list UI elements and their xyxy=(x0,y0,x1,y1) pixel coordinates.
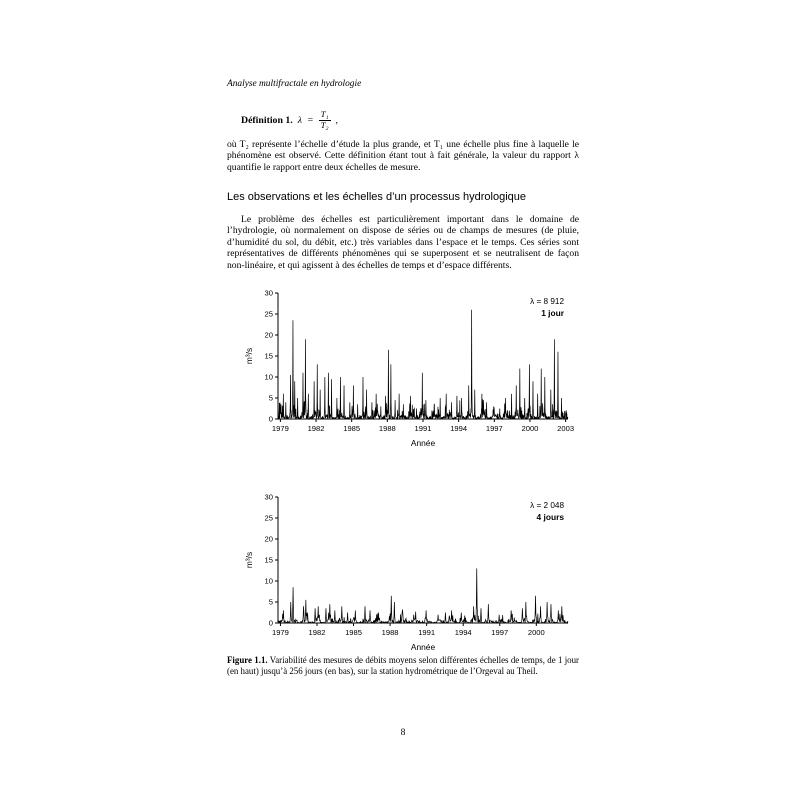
y-tick-label: 20 xyxy=(264,330,273,340)
y-tick-label: 25 xyxy=(264,309,273,319)
y-tick-label: 5 xyxy=(268,393,273,403)
x-tick-label: 1994 xyxy=(450,424,468,433)
y-axis-label: m³/s xyxy=(244,551,254,569)
fraction xyxy=(319,110,331,130)
comma: , xyxy=(335,114,338,126)
y-tick-label: 20 xyxy=(264,534,273,544)
x-tick-label: 1988 xyxy=(378,424,396,433)
x-tick-label: 1991 xyxy=(418,628,436,637)
paragraph-scales-discussion: Le problème des échelles est particulièrement important dans le domaine de l’hydrologie, où normalement on dispose de séries ou de champs de mesures (de pluie, d’humidité du sol, du débit, etc.) très variables dans l’espace et le temps. Ces séries sont représentatives de différents phénomènes qui se superposent et se neutralisent de façon non-linéaire, et qui agissent à des échelles de temps et d’espace différents. xyxy=(227,214,579,271)
fraction-numerator: T₁ xyxy=(320,109,329,119)
x-tick-label: 1982 xyxy=(307,424,325,433)
chart-annotation-scale: 1 jour xyxy=(541,308,564,318)
x-tick-label: 1979 xyxy=(271,424,289,433)
x-tick-label: 1985 xyxy=(343,424,361,433)
figure-caption-text: Variabilité des mesures de débits moyens selon différentes échelles de temps, de 1 jour (en haut) jusqu’à 256 jours (en bas), sur la station hydrométrique de l’Orgeval au Theil. xyxy=(227,655,580,676)
series-path xyxy=(278,568,568,623)
fraction-denominator: T₂ xyxy=(320,119,329,130)
chart-annotation-lambda: λ = 8 912 xyxy=(530,297,564,306)
y-tick-label: 25 xyxy=(264,513,273,523)
equals-sign: = xyxy=(306,114,314,126)
lambda-symbol: λ xyxy=(297,114,302,126)
y-axis-label: m³/s xyxy=(244,347,254,365)
x-tick-label: 2000 xyxy=(521,424,539,433)
definition-line xyxy=(241,110,338,130)
x-tick-label: 1997 xyxy=(491,628,509,637)
x-tick-label: 1988 xyxy=(381,628,399,637)
x-axis-label: Année xyxy=(410,642,436,652)
x-tick-label: 1979 xyxy=(271,628,289,637)
paragraph-definition-explanation: où T₂ représente l’échelle d’étude la plus grande, et T₁ une échelle plus fine à laquelle le phénomène est observé. Cette définition étant tout à fait générale, la valeur du rapport λ quantifie le rapport entre deux échelles de mesure. xyxy=(227,139,579,173)
y-tick-label: 10 xyxy=(264,372,273,382)
x-tick-label: 2000 xyxy=(527,628,545,637)
y-tick-label: 0 xyxy=(268,618,273,628)
x-tick-label: 1997 xyxy=(485,424,503,433)
chart-annotation-scale: 4 jours xyxy=(536,512,564,522)
y-tick-label: 5 xyxy=(268,597,273,607)
figure-chart-0 xyxy=(240,285,576,458)
series-path xyxy=(278,310,568,419)
x-tick-label: 1985 xyxy=(345,628,362,637)
section-heading: Les observations et les échelles d’un processus hydrologique xyxy=(227,191,527,203)
y-tick-label: 15 xyxy=(264,555,273,565)
x-tick-label: 1982 xyxy=(308,628,326,637)
x-tick-label: 1994 xyxy=(454,628,472,637)
x-tick-label: 1991 xyxy=(414,424,432,433)
x-tick-label: 2003 xyxy=(557,424,575,433)
chart-svg xyxy=(240,489,576,657)
x-axis-label: Année xyxy=(410,438,436,448)
figure-caption xyxy=(227,655,579,677)
page-number: 8 xyxy=(400,727,406,738)
y-tick-label: 0 xyxy=(268,414,273,424)
y-tick-label: 30 xyxy=(264,288,273,298)
running-header: Analyse multifractale en hydrologie xyxy=(227,79,362,89)
y-tick-label: 10 xyxy=(264,576,273,586)
y-tick-label: 15 xyxy=(264,351,273,361)
y-tick-label: 30 xyxy=(264,492,273,502)
definition-label: Définition 1. xyxy=(241,114,293,126)
chart-annotation-lambda: λ = 2 048 xyxy=(530,501,564,510)
figure-chart-1 xyxy=(240,489,576,662)
figure-caption-label: Figure 1.1. xyxy=(227,655,268,665)
chart-svg xyxy=(240,285,576,453)
